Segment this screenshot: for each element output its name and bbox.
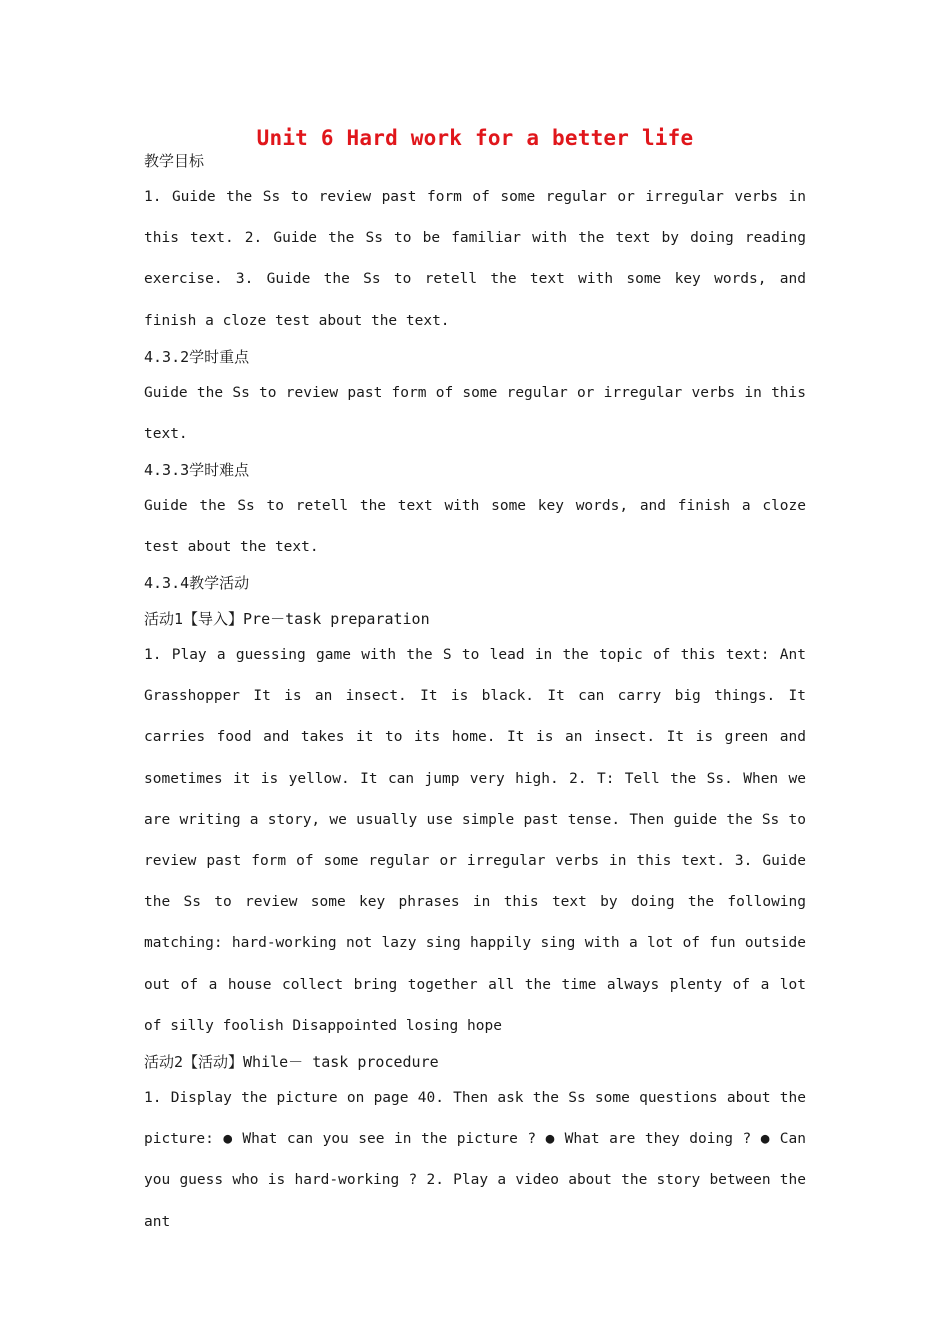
section-heading-activity-1: 活动1【导入】Pre－task preparation — [144, 610, 430, 628]
section-heading-key-points: 4.3.2学时重点 — [144, 348, 250, 366]
section-body-activity-2: 1. Display the picture on page 40. Then ask the Ss some questions about the picture: ● What can you see in the picture ? ● What are they doing ? ● Can you guess who is hard-working ? 2. Play a video about the story between the ant — [144, 1090, 806, 1230]
section-heading-activity-2: 活动2【活动】While－ task procedure — [144, 1053, 439, 1071]
section-heading-difficulties: 4.3.3学时难点 — [144, 461, 250, 479]
document-page — [144, 0, 806, 1344]
section-body-activity-1: 1. Play a guessing game with the S to lead in the topic of this text: Ant Grasshopper It is an insect. It is black. It can carry big things. It carries food and takes it to its home. It is an insect. It is green and sometimes it is yellow. It can jump very high. 2. T: Tell the Ss. When we are writing a story, we usually use simple past tense. Then guide the Ss to review past form of some regular or irregular verbs in this text. 3. Guide the Ss to review some key phrases in this text by doing the following matching: hard-working not lazy sing happily sing with a lot of fun outside out of a house collect bring together all the time always plenty of a lot of silly foolish Disappointed losing hope — [144, 647, 806, 1034]
section-heading-objectives: 教学目标 — [144, 152, 205, 170]
document-title: Unit 6 Hard work for a better life — [256, 126, 694, 150]
section-heading-activities: 4.3.4教学活动 — [144, 574, 250, 592]
section-body-objectives: 1. Guide the Ss to review past form of some regular or irregular verbs in this text. 2. Guide the Ss to be familiar with the text by doing reading exercise. 3. Guide the Ss to retell the text with some key words, and finish a cloze test about the text. — [144, 189, 806, 329]
section-body-difficulties: Guide the Ss to retell the text with some key words, and finish a cloze test about the text. — [144, 498, 806, 556]
section-body-key-points: Guide the Ss to review past form of some regular or irregular verbs in this text. — [144, 385, 806, 443]
